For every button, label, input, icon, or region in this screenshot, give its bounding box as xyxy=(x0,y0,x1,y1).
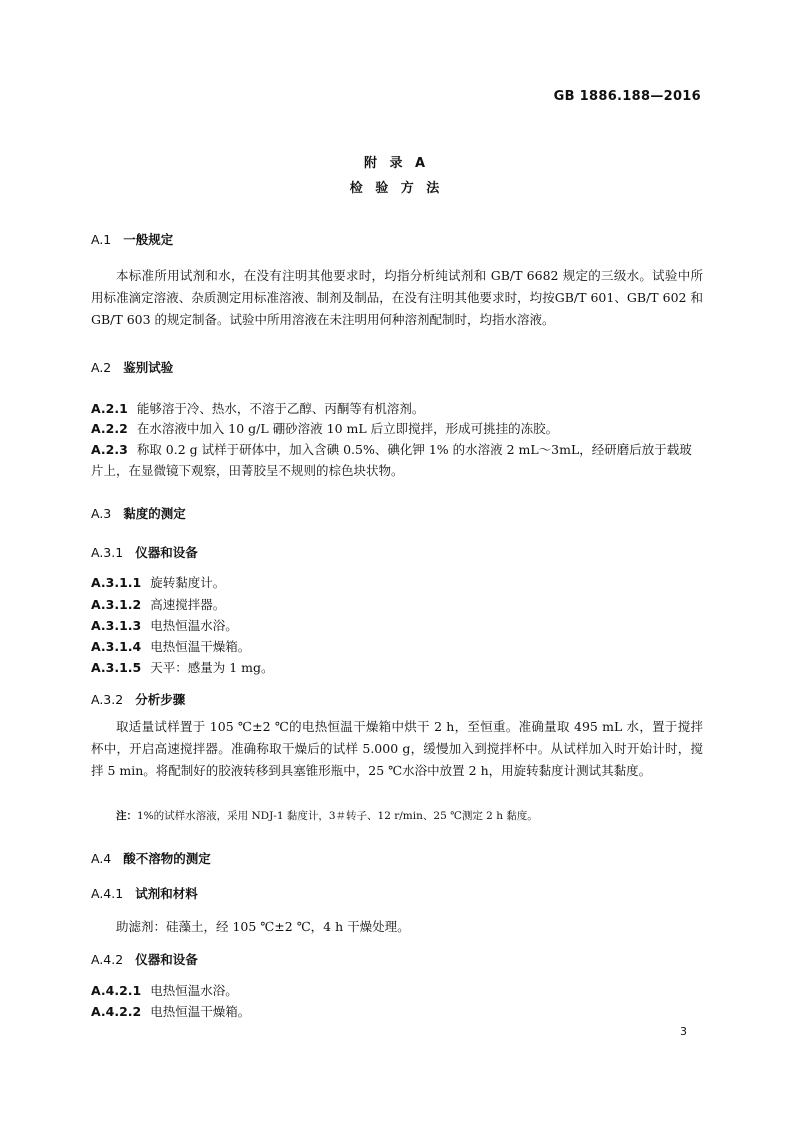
annex-title: 检 验 方 法 xyxy=(349,181,444,196)
section-a3-2-body: 取适量试样置于 105 ℃±2 ℃的电热恒温干燥箱中烘干 2 h，至恒重。准确量取 495 mL 水，置于搅拌杯中，开启高速搅拌器。准确称取干燥后的试样 5.000 g，缓慢加入到搅拌杯中。从试样加入时开始计时，搅拌 5 min。将配制好的胶液转移到具塞锥形瓶中，25 ℃水浴中放置 2 h，用旋转黏度计测试其黏度。 xyxy=(91,719,703,778)
section-a2-heading xyxy=(91,358,173,376)
note xyxy=(116,808,538,823)
item-text: 高速搅拌器。 xyxy=(150,597,226,612)
item-number: A.2.3 xyxy=(91,442,128,457)
item-text: 电热恒温水浴。 xyxy=(150,618,238,633)
section-title: 试剂和材料 xyxy=(135,886,198,901)
section-title: 仪器和设备 xyxy=(135,952,198,967)
annex-label: 附 录 A xyxy=(363,156,430,171)
item-a4-2-1 xyxy=(91,981,238,999)
section-a4-heading xyxy=(91,849,211,867)
section-a3-heading xyxy=(91,504,186,522)
standard-code: GB 1886.188—2016 xyxy=(553,89,701,104)
section-title: 黏度的测定 xyxy=(123,506,186,521)
item-text: 电热恒温水浴。 xyxy=(150,983,238,998)
section-title: 酸不溶物的测定 xyxy=(123,851,211,866)
section-number: A.3.1 xyxy=(91,545,124,560)
item-a3-1-3 xyxy=(91,616,238,634)
item-a2-1 xyxy=(91,399,424,417)
item-a3-1-4 xyxy=(91,637,250,655)
item-text: 电热恒温干燥箱。 xyxy=(150,1004,251,1019)
item-a4-2-2 xyxy=(91,1002,250,1020)
section-title: 鉴别试验 xyxy=(123,360,174,375)
note-text: 1%的试样水溶液，采用 NDJ-1 黏度计，3＃转子、12 r/min、25 ℃测定 2 h 黏度。 xyxy=(137,810,538,822)
section-title: 分析步骤 xyxy=(135,692,186,707)
section-a4-1-heading xyxy=(91,884,198,902)
item-text: 电热恒温干燥箱。 xyxy=(150,639,251,654)
section-number: A.4.2 xyxy=(91,952,124,967)
section-title: 仪器和设备 xyxy=(135,545,198,560)
section-a3-2-heading xyxy=(91,690,185,708)
item-number: A.4.2.1 xyxy=(91,983,142,998)
section-number: A.2 xyxy=(91,360,112,375)
item-number: A.3.1.3 xyxy=(91,618,142,633)
section-number: A.3.2 xyxy=(91,692,124,707)
item-a3-1-5 xyxy=(91,658,274,676)
item-text: 称取 0.2 g 试样于研体中，加入含碘 0.5%、碘化钾 1% 的水溶液 2 mL～3mL，经研磨后放于载玻 xyxy=(136,442,692,457)
item-a2-2 xyxy=(91,419,558,437)
section-number: A.1 xyxy=(91,232,112,247)
page-number: 3 xyxy=(680,1025,687,1038)
item-a3-1-2 xyxy=(91,595,225,613)
item-number: A.3.1.1 xyxy=(91,575,142,590)
item-text: 天平：感量为 1 mg。 xyxy=(150,660,274,675)
item-text: 旋转黏度计。 xyxy=(150,575,226,590)
section-number: A.4 xyxy=(91,851,112,866)
item-number: A.2.1 xyxy=(91,401,128,416)
section-a4-1-body: 助滤剂：硅藻土，经 105 ℃±2 ℃，4 h 干燥处理。 xyxy=(116,919,410,934)
section-a4-2-heading xyxy=(91,950,198,968)
item-number: A.3.1.5 xyxy=(91,660,142,675)
item-text: 能够溶于冷、热水，不溶于乙醇、丙酮等有机溶剂。 xyxy=(136,401,425,416)
note-label: 注： xyxy=(116,810,137,822)
section-number: A.3 xyxy=(91,506,112,521)
item-a2-3 xyxy=(91,440,692,458)
section-a3-1-heading xyxy=(91,543,198,561)
item-a2-3-continued: 片上，在显微镜下观察，田菁胶呈不规则的棕色块状物。 xyxy=(91,463,404,478)
section-title: 一般规定 xyxy=(123,232,174,247)
item-number: A.2.2 xyxy=(91,421,128,436)
section-a1-body: 本标准所用试剂和水，在没有注明其他要求时，均指分析纯试剂和 GB/T 6682 规定的三级水。试验中所用标准滴定溶液、杂质测定用标准溶液、制剂及制品，在没有注明其他要求时，均按GB/T 601、GB/T 602 和 GB/T 603 的规定制备。试验中所用溶液在未注明用何种溶剂配制时，均指水溶液。 xyxy=(91,268,703,327)
item-text: 在水溶液中加入 10 g/L 硼砂溶液 10 mL 后立即搅拌，形成可挑挂的冻胶。 xyxy=(136,421,559,436)
item-a3-1-1 xyxy=(91,573,225,591)
item-number: A.4.2.2 xyxy=(91,1004,142,1019)
item-number: A.3.1.2 xyxy=(91,597,142,612)
section-number: A.4.1 xyxy=(91,886,124,901)
section-a1-heading xyxy=(91,230,173,248)
item-number: A.3.1.4 xyxy=(91,639,142,654)
